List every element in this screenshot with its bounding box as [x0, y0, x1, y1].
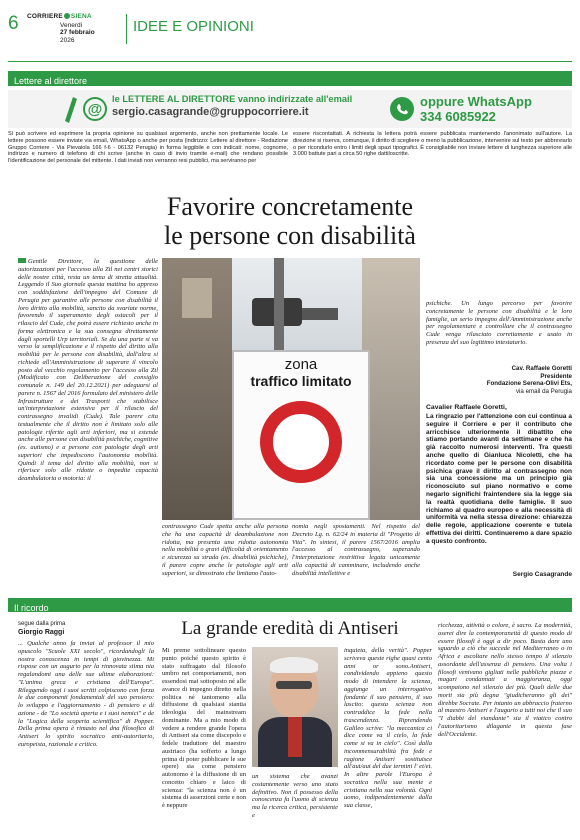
letter-signature: Cav. Raffaele Goretti Presidente Fondazione Serena-Olivi Ets, via email da Perugia [486, 365, 572, 395]
issue-date: Venerdì 27 febbraio 2026 [60, 22, 95, 44]
letter-left-column: Gentile Direttore, la questione delle autorizzazioni per l'accesso alla Ztl nei centri storici delle nostre città, resta un tema di stretta attualità. Leggendo il Suo giornale questa mattina ho appreso con soddisfazione dell'impegno del Comune di Perugia per garantire alle persone con disabilità il loro diritto alla mobilità, sancito da svariate norme, favorendo il superamento degli ostacoli per il rilascio del Cude, che potrà essere richiesto anche in forma elettronica e la sua consegna direttamente dagli sportelli Urp territoriali. Se da una parte si va verso la semplificazione e il rispetto del diritto alla mobilità per le persone con disabilità, dall'altra si richiede all'Amministrazione di superare il vincolo posto dal vecchio regolamento per l'accesso alla Ztl (Modificato con Deliberazione del consiglio comunale n. 149 del 20.12.2021) per adeguarsi al parere n. 1567 del 2016 formulato del ministero delle Infrastrutture e dei Trasporti che stabilisce un'interpretazione estensiva per il rilascio del contrassegno invalidi (Cude). Tale parere cita testualmente che il diritto non è limitato solo alle patologie riferite agli arti inferiori, ma si estende anche alle persone con disabilità psichiche, cognitive (es. autismo) e a persone con patologie degli arti superiori che impediscono l'autonomia mobilità. Quindi il tema del diritto alla mobilità, non si riferisce solo alle ridotte o impedite capacità deambulatoria o motoria: il [18, 258, 158, 482]
ztl-sign-photo [162, 258, 420, 520]
whatsapp-icon [388, 95, 416, 123]
article2-left-column: ... Qualche anno fa inviai al professor il mio opuscolo "Scuole XXI secolo", ricordandogli la nostra conoscenza in tempi di giovinezza. Mi rispose con un augurio per la rinnovata stima nia regalandomi una delle sue ultime elaborazioni: "L'anima greca e cristiana dell'Europa". Rileggendo oggi i suoi scritti colpiscono con forza le due componenti fondamentali del suo pensiero: lo sviluppo e l'aggiornamento - di pensiero e di azione - de "Lo società aperta e i suoi nemici" e de la "Logica della scoperta scientifica" di Popper. Della prima opera è rimasto nel dna filosofico di Antiseri lo spirito socratico anti-autoritario, europeista, razionale e critico. [18, 640, 154, 748]
letters-email-link[interactable]: sergio.casagrande@gruppocorriere.it [112, 106, 309, 118]
section-title: IDEE E OPINIONI [133, 18, 254, 35]
article1-headline: Favorire concretamente le persone con disabilità [164, 192, 416, 250]
pen-icon [60, 94, 80, 124]
article2-col3-bottom: un sistema che avanzi costantemente verso uno stato definitivo. Non il possesso della conoscenza fa l'uomo di scienza ma la ricerca critica, persistente e [252, 773, 338, 819]
at-sign-icon [82, 96, 108, 122]
page-number: 6 [8, 13, 19, 34]
svg-text:@: @ [87, 101, 103, 118]
section-bar-ricordo: Il ricordo [8, 598, 572, 612]
continued-label: segue dalla prima [18, 621, 66, 627]
antiseri-portrait [252, 647, 338, 767]
letter-mid-col2: nomia negli spostamenti. Nel rispetto del Decreto Lg. n. 62/24 in materia di "Progetto di Vita". In sintesi, il parere 1567/2016 amplia l'accesso al contrassegno, superando l'interpretazione restrittiva legata unicamente alla capacità di camminare, includendo anche disabilità intellettive e [292, 523, 420, 577]
whatsapp-title: oppure WhatsApp [420, 94, 532, 109]
section-bar: Lettere al direttore [8, 71, 572, 86]
reply-body: La ringrazio per l'attenzione con cui continua a seguire il Corriere e per il contributo che arricchisce ulteriormente il dibattito che stiamo portando avanti da settimane e che ha già raccolto numerosi interventi. Tra questi anche quello di Gianluca Nicoletti, che ha ricordato come per le persone con disabilità psichica grave il diritto al contrassegno non sia una concessione ma un principio già riconosciuto sul piano normativo e come negarlo significhi fraintendere sia la legge sia la realtà quotidiana delle famiglie. Il suo richiamo al quadro europeo e alla necessità di uniformità va nella stessa direzione: chiarezza delle regole, applicazione coerente e tutela effettiva dei diritti. Continueremo a dare spazio a questo confronto. [426, 413, 572, 545]
article2-col4: inquieta, della verità". Popper scriveva queste righe quasi cento anni or sono.Antiseri, condividendo appieno questo modo di intendere la scienza, aggiunge un interrogativo fondante il suo pensiero, il suo lascito: questa scienza non contraddice la fede nella trascendenza. Riprendendo Galileo scrive: "la meccanica ci dice come va il cielo, la fede come si va in cielo". Così dalla incommensurabilità fra fede e ragione Antiseri sostituisce all'aut/aut del due termini l' et/et. In altre parole l'Europa è socratica nella sua mente e cristiana nella sua volontà. Ogni uomo, indipendentemente dalla sua classe, [344, 647, 432, 809]
article2-author: Giorgio Raggi [18, 629, 65, 636]
article2-col5: ricchezza, attività o colore, è sacro. La modernità, oserei dire la contemporaneità di questo modo di essere filosofi è oggi a dir poco. Basta dare uno sguardo a ciò che succede nel Mediterraneo o in Africa e ascoltare nello stesso tempo il silenzio assordante dell'assenza di pensiero. Una volta i filosofi venivano gigliati nelle pubbliche piazze e magari condannati a maggioranza, oggi scompaiono nel silenzio dei più. Quali delle due morti sia più degna "giudicheranno gli dei" direbbe Socrate. Per intanto un abbraccio fraterno al maestro Antiseri e l'augurio a tutti noi che il suo "I diabbi del viandante" sia il viatico contro l'autoritarismo dilagante in questa fase dell'Occidente. [438, 622, 572, 738]
reply-signature: Sergio Casagrande [512, 571, 572, 578]
article2-col2: Mi preme sottolineare questo punto poiché questo spirito è stato suffragato dal filosofo umbro nei comportamenti, non essendosi mai sottoposto né alle avance di impegno diretto nella politica né tantomeno alla diffusione di qualsiasi stantia ideologia del mainstream dominante. Ma a mio modo di vedere a rendere grande l'opera di Antiseri sia come discepolo e fedele traduttore del maestro austriaco (ha sofferto a lungo prima di poter pubblicare le sue opere) sia come pensiero autonomo è la diffusione di un concetto chiaro e laico di scienza: "la scienza non è un sistema di asserzioni certe e non è neppure [162, 647, 246, 809]
rules-text-col1: Si può scrivere ed esprimere la propria opinione su qualsiasi argomento, anche non prettamente locale. Le lettere possono essere inviate via email, WhatsApp o anche per posta (indirizzo: Lettere al direttore - Redazione Gruppo Corriere - Via Pievaiola 166 f-6 - 06132 Perugia) in forma leggibile e con indicati: nome, cognome, indirizzo e numero di telefono di chi scrive (anche in caso di invio tramite e-mail) che rendano possibile l'identificazione del personale del mittente. I dati inviati non verranno resi pubblici, ma serviranno per [8, 131, 288, 165]
letter-right-column: psichiche. Un lungo percorso per favorire concretamente le persone con disabilità e le loro famiglie, un serio impegno dell'Amministrazione anche per regolamentare e controllare che il contrassegno Cude venga rilasciato correttamente e usato in presenza del suo legittimo intestatario. [426, 300, 572, 346]
reply-salutation: Cavalier Raffaele Goretti, [426, 404, 507, 411]
ztl-sign: zona traffico limitato [232, 350, 370, 520]
rules-text-col2: essere riscontattati. A richiesta la lettera potrà essere pubblicata mantenendo l'anonimato sull'autore. La direzione si riserva, comunque, il diritto di scegliere o meno la pubblicazione, intervenire sul testo per abbreviarlo o per ricondurlo entro i limiti degli spazi tipografici. È consigliabile non inviare lettere di lunghezza superiore alle 3.000 battute pari a circa 50 righe dattiloscritte. [293, 131, 572, 158]
contact-band [8, 90, 572, 128]
letters-title: le LETTERE AL DIRETTORE vanno indirizzate all'email [112, 94, 353, 104]
whatsapp-number-link[interactable]: 334 6085922 [420, 109, 496, 124]
article2-headline: La grande eredità di Antiseri [181, 618, 399, 639]
letter-mid-col1: contrassegno Cude spetta anche alla persona che ha una capacità di deambulazione non ridotta, ma presenta una ridotta autonomia nella mobilità o gravi difficoltà di orientamento e sicurezza su strada (es. disabilità psichiche), il parere copre anche le patologie agli arti superiori, se dimostrato che limitano l'auto- [162, 523, 288, 577]
masthead-logo: CORRIERE SIENA [27, 13, 92, 20]
